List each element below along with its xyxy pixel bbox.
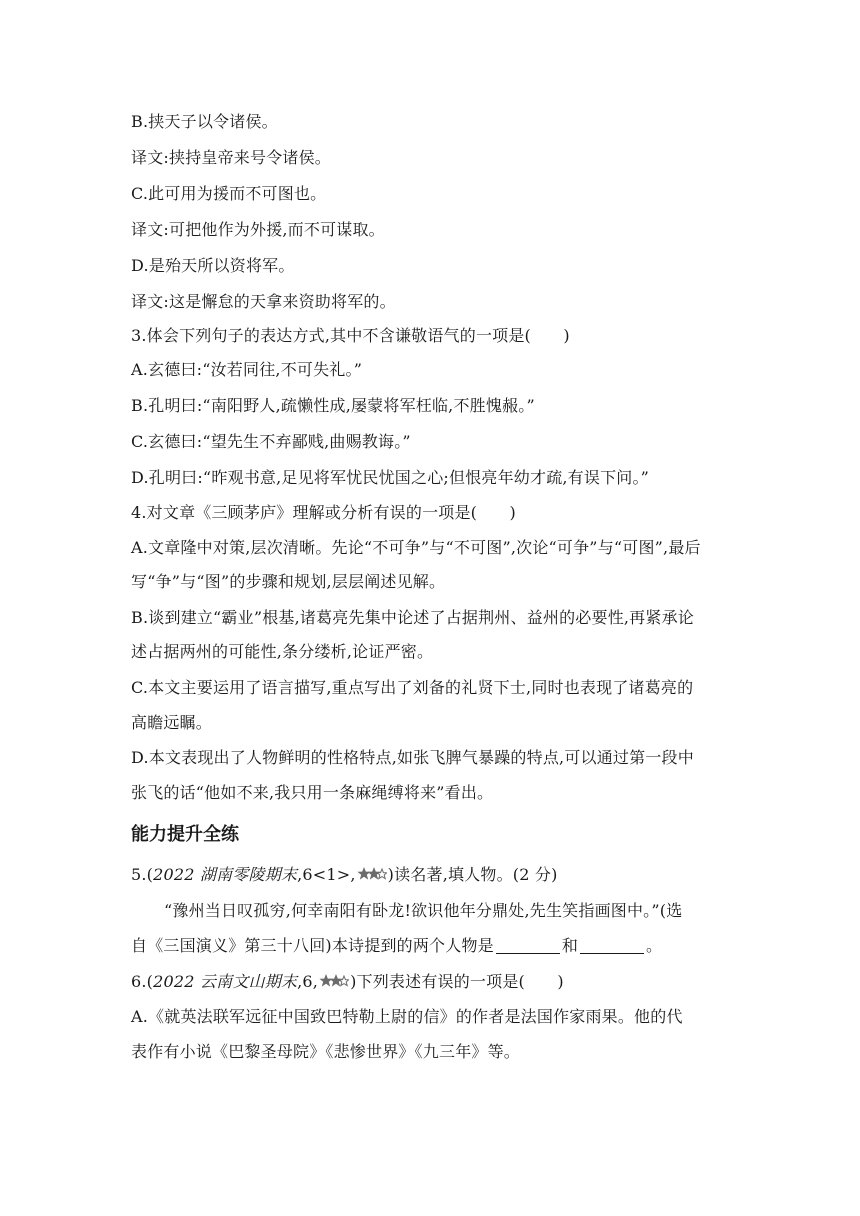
question-3-option-a: A.玄德曰:“汝若同往,不可失礼。” (131, 360, 363, 379)
option-d-translation: 译文:这是懈怠的天拿来资助将军的。 (131, 292, 396, 311)
question-5-stem (131, 864, 731, 886)
question-4-option-b-line2: 述占据两州的可能性,条分缕析,论证严密。 (131, 642, 434, 661)
question-3-stem: 3.体会下列句子的表达方式,其中不含谦敬语气的一项是( ) (131, 326, 570, 345)
option-c-translation: 译文:可把他作为外援,而不可谋取。 (131, 220, 385, 239)
question-6-suffix: )下列表述有误的一项是( ) (350, 972, 564, 991)
question-6-prefix: 6.( (131, 972, 154, 991)
option-b-translation: 译文:挟持皇帝来号令诸侯。 (131, 148, 331, 167)
question-5-mid: ,6<1>, (297, 865, 356, 884)
question-3-option-d: D.孔明曰:“昨观书意,足见将军忧民忧国之心;但恨亮年幼才疏,有误下问。” (131, 468, 650, 487)
question-4-stem: 4.对文章《三顾茅庐》理解或分析有误的一项是( ) (131, 503, 516, 522)
option-b-text: B.挟天子以令诸侯。 (131, 112, 278, 131)
question-3-option-c: C.玄德曰:“望先生不弃鄙贱,曲赐教诲。” (131, 432, 411, 451)
question-5-poem-line1: “豫州当日叹孤穷,何幸南阳有卧龙!欲识他年分鼎处,先生笑指画图中。”(选 (164, 901, 683, 920)
question-4-option-c-line2: 高瞻远瞩。 (131, 713, 213, 732)
option-d-text: D.是殆天所以资将军。 (131, 256, 295, 275)
question-4-option-a-line1: A.文章隆中对策,层次清晰。先论“不可争”与“不可图”,次论“可争”与“可图”,最后 (131, 538, 701, 557)
question-4-option-a-line2: 写“争”与“图”的步骤和规划,层层阐述见解。 (131, 572, 446, 591)
answer-blank-2[interactable] (580, 937, 644, 954)
two-star-difficulty-icon (319, 973, 349, 989)
question-6-mid: ,6, (297, 972, 319, 991)
question-6-stem (131, 971, 731, 993)
question-4-option-b-line1: B.谈到建立“霸业”根基,诸葛亮先集中论述了占据荆州、益州的必要性,再紧承论 (131, 608, 694, 627)
question-4-option-d-line1: D.本文表现出了人物鲜明的性格特点,如张飞脾气暴躁的特点,可以通过第一段中 (131, 748, 694, 767)
question-6-source: 2022 云南文山期末 (153, 972, 298, 991)
section-heading: 能力提升全练 (131, 824, 239, 845)
question-5-line2-start: 自《三国演义》第三十八回)本诗提到的两个人物是 (131, 936, 494, 955)
question-4-option-c-line1: C.本文主要运用了语言描写,重点写出了刘备的礼贤下士,同时也表现了诸葛亮的 (131, 678, 694, 697)
question-6-option-a-line2: 表作有小说《巴黎圣母院》《悲惨世界》《九三年》等。 (131, 1042, 521, 1061)
question-5-source: 2022 湖南零陵期末 (153, 865, 298, 884)
question-6-option-a-line1: A.《就英法联军远征中国致巴特勒上尉的信》的作者是法国作家雨果。他的代 (131, 1007, 683, 1026)
answer-blank-1[interactable] (496, 937, 560, 954)
option-c-text: C.此可用为援而不可图也。 (131, 184, 327, 203)
question-5-suffix: )读名著,填人物。(2 分) (387, 865, 558, 884)
question-5-poem-line2 (131, 935, 731, 957)
question-5-prefix: 5.( (131, 865, 154, 884)
question-5-line2-end: 。 (646, 936, 663, 955)
question-4-option-d-line2: 张飞的话“他如不来,我只用一条麻绳缚将来”看出。 (131, 783, 494, 802)
question-5-line2-mid: 和 (561, 936, 579, 955)
two-star-difficulty-icon (357, 866, 387, 882)
question-3-option-b: B.孔明曰:“南阳野人,疏懒性成,屡蒙将军枉临,不胜愧赧。” (131, 396, 535, 415)
